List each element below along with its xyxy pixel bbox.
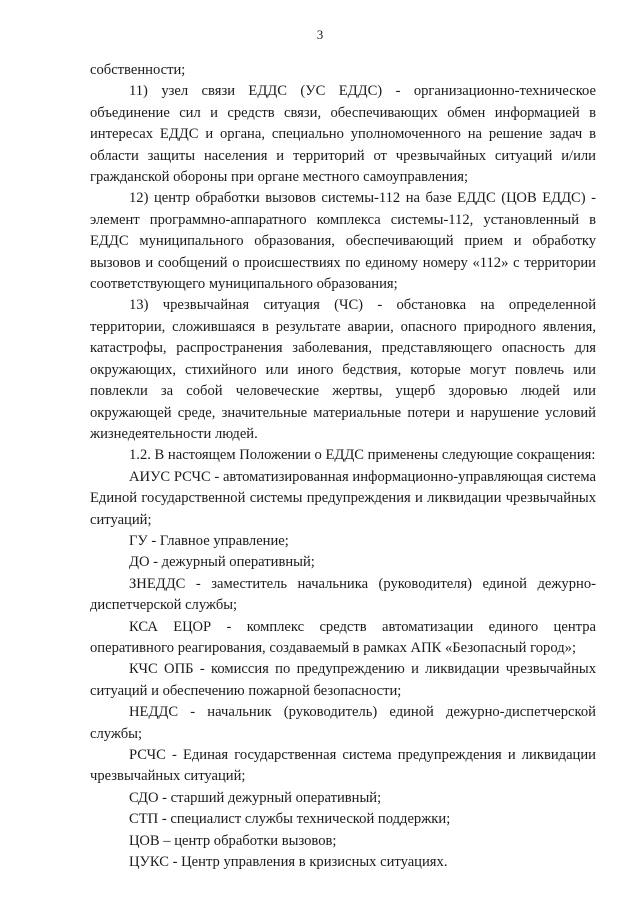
paragraph: ДО - дежурный оперативный; (129, 554, 315, 571)
paragraph: ГУ - Главное управление; (129, 532, 289, 549)
paragraph: ЦУКС - Центр управления в кризисных ситуациях. (129, 854, 448, 871)
paragraph: РСЧС - Единая государственная система предупреждения и ликвидации чрезвычайных ситуаций; (90, 747, 596, 785)
paragraph: КСА ЕЦОР - комплекс средств автоматизации единого центра оперативного реагирования, создаваемый в рамках АПК «Безопасный город»; (90, 618, 596, 656)
paragraph: СДО - старший дежурный оперативный; (129, 789, 382, 806)
paragraph: собственности; (90, 62, 186, 78)
document-body (90, 60, 596, 873)
paragraph: 13) чрезвычайная ситуация (ЧС) - обстановка на определенной территории, сложившаяся в результате аварии, опасного природного явления, катастрофы, распространения заболевания, представляющего опасность для окружающих, стихийного или иного бедствия, которые могут повлечь или повлекли за собой человеческие жертвы, ущерб здоровью людей или окружающей среде, значительные материальные потери и нарушение условий жизнедеятельности людей. (90, 297, 596, 442)
paragraph: 1.2. В настоящем Положении о ЕДДС применены следующие сокращения: (129, 447, 596, 464)
page-number: 3 (316, 27, 324, 42)
paragraph: НЕДДС - начальник (руководитель) единой дежурно-диспетчерской службы; (90, 704, 596, 742)
paragraph: АИУС РСЧС - автоматизированная информационно-управляющая система Единой государственной системы предупреждения и ликвидации чрезвычайных ситуаций; (90, 468, 596, 528)
paragraph: КЧС ОПБ - комиссия по предупреждению и ликвидации чрезвычайных ситуаций и обеспечению пожарной безопасности; (90, 661, 596, 699)
paragraph: ЗНЕДДС - заместитель начальника (руководителя) единой дежурно-диспетчерской службы; (90, 575, 596, 614)
paragraph: 11) узел связи ЕДДС (УС ЕДДС) - организационно-техническое объединение сил и средств связи, обеспечивающих обмен информацией в интересах ЕДДС и органа, специально уполномоченного на решение задач в области защиты населения и территорий от чрезвычайных ситуаций и/или гражданской обороны при органе местного самоуправления; (90, 83, 596, 186)
paragraph: 12) центр обработки вызовов системы-112 на базе ЕДДС (ЦОВ ЕДДС) - элемент программно-аппаратного комплекса системы-112, установленный в ЕДДС муниципального образования, обеспечивающий прием и обработку вызовов и сообщений о происшествиях по единому номеру «112» с территории соответствующего муниципального образования; (90, 190, 596, 293)
paragraph: ЦОВ – центр обработки вызовов; (129, 832, 337, 849)
paragraph: СТП - специалист службы технической поддержки; (129, 811, 451, 828)
